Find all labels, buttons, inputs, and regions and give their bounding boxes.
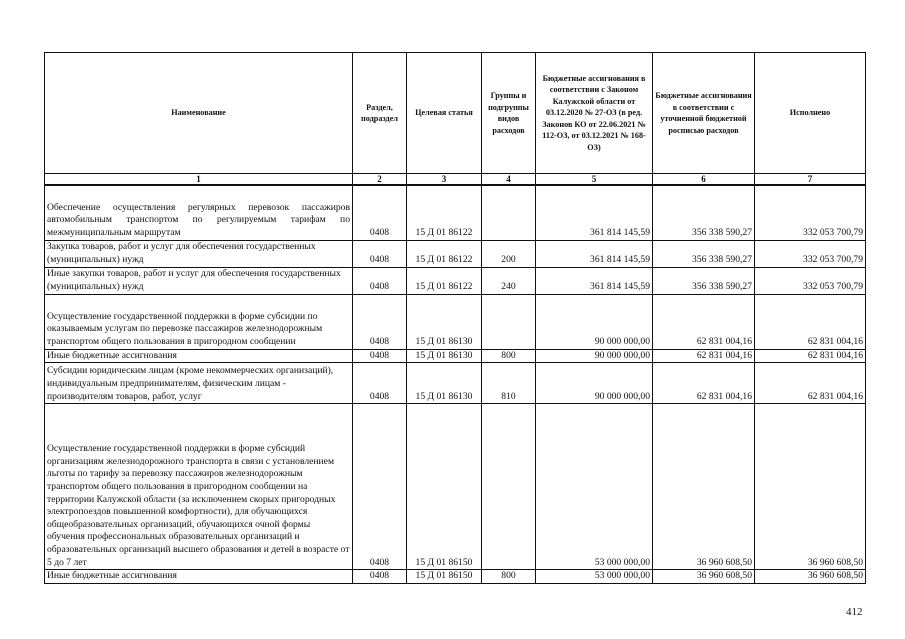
budget-table: [44, 52, 866, 584]
column-number: 3: [407, 174, 482, 186]
column-number: 7: [755, 174, 866, 186]
table-row: [45, 267, 866, 294]
row-group: 800: [482, 349, 536, 363]
row-group: [482, 294, 536, 349]
row-law: 53 000 000,00: [536, 570, 653, 584]
column-number: 4: [482, 174, 536, 186]
row-name: Осуществление государственной поддержки в форме субсидий организациям железнодорожного транспорта в связи с установлением льготы по тарифу за перевозку пассажиров железнодорожным транспортом общего пользования в пригородном сообщении на территории Калужской области (за исключением скорых пригородных электропоездов повышенной комфортности), для обучающихся общеобразовательных организаций, обучающихся очной формы обучения профессиональных образовательных организаций и образовательных организаций высшего образования и детей в возрасте от 5 до 7 лет: [45, 404, 353, 570]
row-section: 0408: [353, 267, 407, 294]
row-section: 0408: [353, 404, 407, 570]
row-section: 0408: [353, 294, 407, 349]
row-executed: 332 053 700,79: [755, 240, 866, 267]
row-law: 361 814 145,59: [536, 240, 653, 267]
row-executed: 332 053 700,79: [755, 185, 866, 240]
row-group: [482, 404, 536, 570]
row-law: 90 000 000,00: [536, 363, 653, 404]
row-refined: 356 338 590,27: [653, 185, 755, 240]
row-name: Закупка товаров, работ и услуг для обеспечения государственных (муниципальных) нужд: [45, 240, 353, 267]
header-name: Наименование: [45, 53, 353, 174]
row-section: 0408: [353, 363, 407, 404]
row-executed: 36 960 608,50: [755, 570, 866, 584]
column-number: 5: [536, 174, 653, 186]
table-row: [45, 404, 866, 570]
row-article: 15 Д 01 86130: [407, 363, 482, 404]
header-article: Целевая статья: [407, 53, 482, 174]
header-section: Раздел, подраздел: [353, 53, 407, 174]
row-executed: 62 831 004,16: [755, 349, 866, 363]
table-row: [45, 363, 866, 404]
row-article: 15 Д 01 86130: [407, 294, 482, 349]
row-section: 0408: [353, 240, 407, 267]
table-row: [45, 240, 866, 267]
table-row: [45, 570, 866, 584]
row-law: 361 814 145,59: [536, 267, 653, 294]
row-executed: 62 831 004,16: [755, 294, 866, 349]
header-row: [45, 53, 866, 174]
table-row: [45, 294, 866, 349]
row-group: [482, 185, 536, 240]
header-allocations-law: Бюджетные ассигнования в соответствии с Законом Калужской области от 03.12.2020 № 27-ОЗ (в ред. Законов КО от 22.06.2021 № 112-ОЗ, от 03.12.2021 № 168-ОЗ): [536, 53, 653, 174]
row-article: 15 Д 01 86150: [407, 570, 482, 584]
row-group: 240: [482, 267, 536, 294]
row-refined: 62 831 004,16: [653, 294, 755, 349]
row-article: 15 Д 01 86122: [407, 240, 482, 267]
row-name: Иные бюджетные ассигнования: [45, 570, 353, 584]
row-refined: 62 831 004,16: [653, 349, 755, 363]
row-executed: 62 831 004,16: [755, 363, 866, 404]
row-name: Иные бюджетные ассигнования: [45, 349, 353, 363]
row-refined: 62 831 004,16: [653, 363, 755, 404]
row-name: Осуществление государственной поддержки в форме субсидии по оказываемым услугам по перевозке пассажиров железнодорожным транспортом общего пользования в пригородном сообщении: [45, 294, 353, 349]
header-allocations-refined: Бюджетные ассигнования в соответствии с уточненной бюджетной росписью расходов: [653, 53, 755, 174]
row-executed: 332 053 700,79: [755, 267, 866, 294]
column-number: 1: [45, 174, 353, 186]
column-number: 2: [353, 174, 407, 186]
page-number: 412: [846, 606, 863, 618]
row-name: Обеспечение осуществления регулярных перевозок пассажиров автомобильным транспортом по регулируемым тарифам по межмуниципальным маршрутам: [45, 185, 353, 240]
row-refined: 356 338 590,27: [653, 240, 755, 267]
header-groups: Группы и подгруппы видов расходов: [482, 53, 536, 174]
column-number-row: [45, 174, 866, 186]
row-article: 15 Д 01 86122: [407, 267, 482, 294]
row-group: 800: [482, 570, 536, 584]
row-law: 361 814 145,59: [536, 185, 653, 240]
row-refined: 36 960 608,50: [653, 404, 755, 570]
row-section: 0408: [353, 570, 407, 584]
row-article: 15 Д 01 86150: [407, 404, 482, 570]
row-section: 0408: [353, 185, 407, 240]
row-article: 15 Д 01 86130: [407, 349, 482, 363]
row-group: 810: [482, 363, 536, 404]
row-law: 53 000 000,00: [536, 404, 653, 570]
row-refined: 356 338 590,27: [653, 267, 755, 294]
header-executed: Исполнено: [755, 53, 866, 174]
table-row: [45, 185, 866, 240]
table-row: [45, 349, 866, 363]
row-group: 200: [482, 240, 536, 267]
row-executed: 36 960 608,50: [755, 404, 866, 570]
row-law: 90 000 000,00: [536, 349, 653, 363]
row-section: 0408: [353, 349, 407, 363]
row-name: Иные закупки товаров, работ и услуг для обеспечения государственных (муниципальных) нужд: [45, 267, 353, 294]
row-law: 90 000 000,00: [536, 294, 653, 349]
row-refined: 36 960 608,50: [653, 570, 755, 584]
column-number: 6: [653, 174, 755, 186]
row-name: Субсидии юридическим лицам (кроме некоммерческих организаций), индивидуальным предпринимателям, физическим лицам - производителям товаров, работ, услуг: [45, 363, 353, 404]
row-article: 15 Д 01 86122: [407, 185, 482, 240]
